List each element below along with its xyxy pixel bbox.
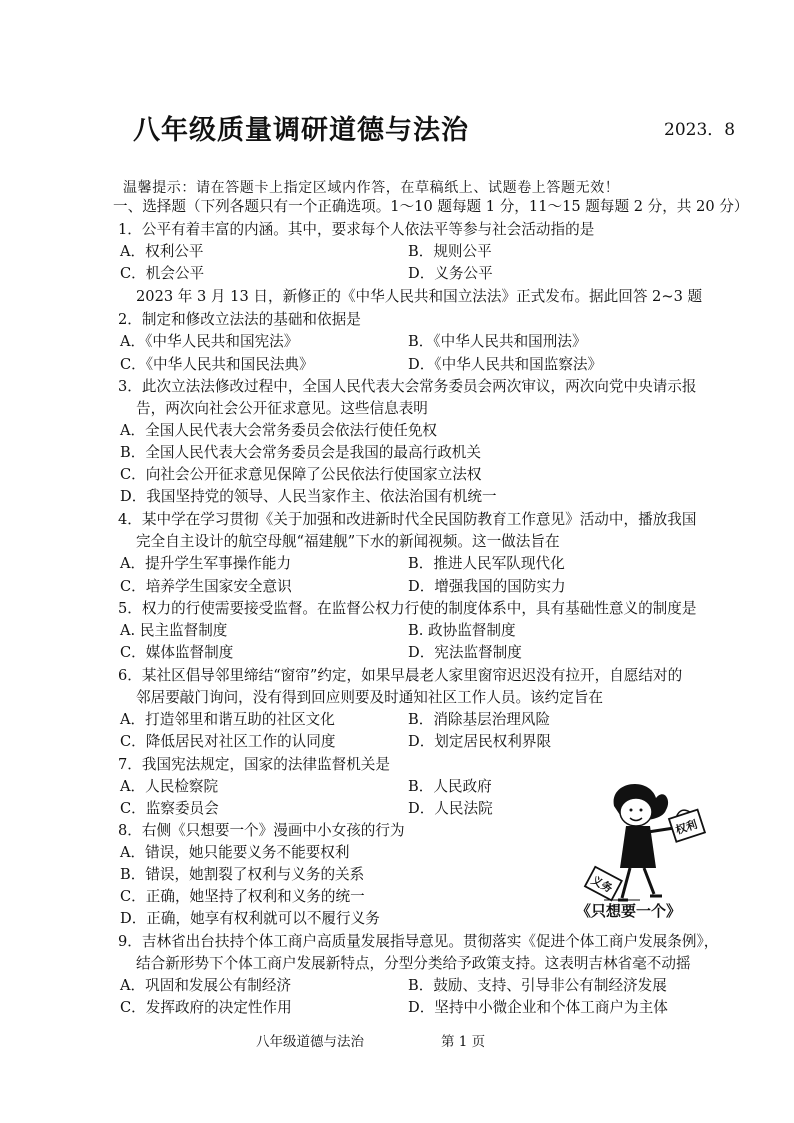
question-3-stem: 3．此次立法法修改过程中，全国人民代表大会常务委员会两次审议，两次向党中央请示报 — [118, 378, 697, 395]
question-6-option-c: C．降低居民对社区工作的认同度 — [120, 733, 336, 750]
question-3-option-b: B．全国人民代表大会常务委员会是我国的最高行政机关 — [120, 444, 481, 461]
question-8-option-c: C．正确，她坚持了权利和义务的统一 — [120, 888, 365, 905]
question-5-option-a: A. 民主监督制度 — [120, 622, 228, 639]
question-8-option-b: B．错误，她割裂了权利与义务的关系 — [120, 866, 365, 883]
question-4-stem: 4．某中学在学习贯彻《关于加强和改进新时代全民国防教育工作意见》活动中，播放我国 — [118, 511, 697, 528]
footer-subject: 八年级道德与法治 — [256, 1034, 364, 1050]
question-5-option-b: B. 政协监督制度 — [408, 622, 516, 639]
question-9-stem-cont: 结合新形势下个体工商户发展新特点，分型分类给予政策支持。这表明吉林省毫不动摇 — [136, 955, 691, 972]
page-title: 八年级质量调研道德与法治 — [133, 115, 469, 146]
question-3-option-a: A．全国人民代表大会常务委员会依法行使任免权 — [120, 422, 438, 439]
question-6-stem: 6．某社区倡导邻里缔结“窗帘”约定，如果早晨老人家里窗帘迟迟没有拉开，自愿结对的 — [118, 667, 683, 684]
question-7-option-d: D．人民法院 — [408, 800, 493, 817]
question-3-option-c: C．向社会公开征求意见保障了公民依法行使国家立法权 — [120, 466, 482, 483]
question-6-option-b: B．消除基层治理风险 — [408, 711, 551, 728]
question-2-option-b: B．《中华人民共和国刑法》 — [408, 333, 587, 350]
question-2-option-a: A．《中华人民共和国宪法》 — [120, 333, 299, 350]
question-5-option-d: D．宪法监督制度 — [408, 644, 522, 661]
question-2-intro: 2023 年 3 月 13 日，新修正的《中华人民共和国立法法》正式发布。据此回答 2~3 题 — [136, 288, 703, 305]
question-1-stem: 1．公平有着丰富的内涵。其中，要求每个人依法平等参与社会活动指的是 — [118, 221, 595, 238]
question-4-stem-cont: 完全自主设计的航空母舰“福建舰”下水的新闻视频。这一做法旨在 — [136, 533, 560, 550]
question-8-option-d: D．正确，她享有权利就可以不履行义务 — [120, 910, 380, 927]
question-3-stem-cont: 告，两次向社会公开征求意见。这些信息表明 — [136, 400, 428, 417]
bag-rights — [668, 806, 705, 842]
section-heading: 一、选择题（下列各题只有一个正确选项。1～10 题每题 1 分，11～15 题每题 2 分，共 20 分） — [113, 198, 749, 215]
question-8-option-a: A．错误，她只能要义务不能要权利 — [120, 844, 350, 861]
question-2-option-c: C．《中华人民共和国民法典》 — [120, 356, 314, 373]
question-2-stem: 2．制定和修改立法法的基础和依据是 — [118, 311, 361, 328]
footer-page-number: 第 1 页 — [441, 1034, 486, 1050]
question-7-option-a: A．人民检察院 — [120, 778, 219, 795]
question-8-stem: 8．右侧《只想要一个》漫画中小女孩的行为 — [118, 822, 405, 839]
question-7-stem: 7．我国宪法规定，国家的法律监督机关是 — [118, 756, 390, 773]
question-1-option-a: A．权利公平 — [120, 243, 204, 260]
question-9-stem: 9．吉林省出台扶持个体工商户高质量发展指导意见。贯彻落实《促进个体工商户发展条例》， — [118, 933, 719, 950]
question-1-option-b: B．规则公平 — [408, 243, 492, 260]
question-5-option-c: C．媒体监督制度 — [120, 644, 234, 661]
exam-date: 2023．8 — [664, 120, 736, 140]
bag-duties — [585, 867, 622, 901]
question-9-option-a: A．巩固和发展公有制经济 — [120, 977, 292, 994]
question-9-option-b: B．鼓励、支持、引导非公有制经济发展 — [408, 977, 667, 994]
question-9-option-d: D．坚持中小微企业和个体工商户为主体 — [408, 999, 668, 1016]
cartoon-caption: 《只想要一个》 — [576, 902, 682, 920]
question-2-option-d: D．《中华人民共和国监察法》 — [408, 356, 603, 373]
bag-rights-label: 权利 — [673, 817, 699, 838]
question-1-option-c: C．机会公平 — [120, 265, 205, 282]
question-9-option-c: C．发挥政府的决定性作用 — [120, 999, 292, 1016]
question-4-option-a: A．提升学生军事操作能力 — [120, 555, 292, 572]
question-6-option-d: D．划定居民权利界限 — [408, 733, 552, 750]
question-1-option-d: D．义务公平 — [408, 265, 493, 282]
notice-text: 温馨提示：请在答题卡上指定区域内作答，在草稿纸上、试题卷上答题无效！ — [123, 180, 620, 196]
question-5-stem: 5．权力的行使需要接受监督。在监督公权力行使的制度体系中，具有基础性意义的制度是 — [118, 600, 697, 617]
bag-duties-label: 义务 — [589, 873, 615, 896]
question-4-option-c: C．培养学生国家安全意识 — [120, 578, 292, 595]
girl-face — [620, 798, 652, 826]
question-3-option-d: D．我国坚持党的领导、人民当家作主、依法治国有机统一 — [120, 488, 497, 505]
question-7-option-c: C．监察委员会 — [120, 800, 219, 817]
question-6-option-a: A．打造邻里和谐互助的社区文化 — [120, 711, 335, 728]
question-4-option-d: D．增强我国的国防实力 — [408, 578, 566, 595]
question-4-option-b: B．推进人民军队现代化 — [408, 555, 565, 572]
question-7-option-b: B．人民政府 — [408, 778, 492, 795]
question-6-stem-cont: 邻居要敲门询问，没有得到回应则要及时通知社区工作人员。该约定旨在 — [136, 689, 604, 706]
